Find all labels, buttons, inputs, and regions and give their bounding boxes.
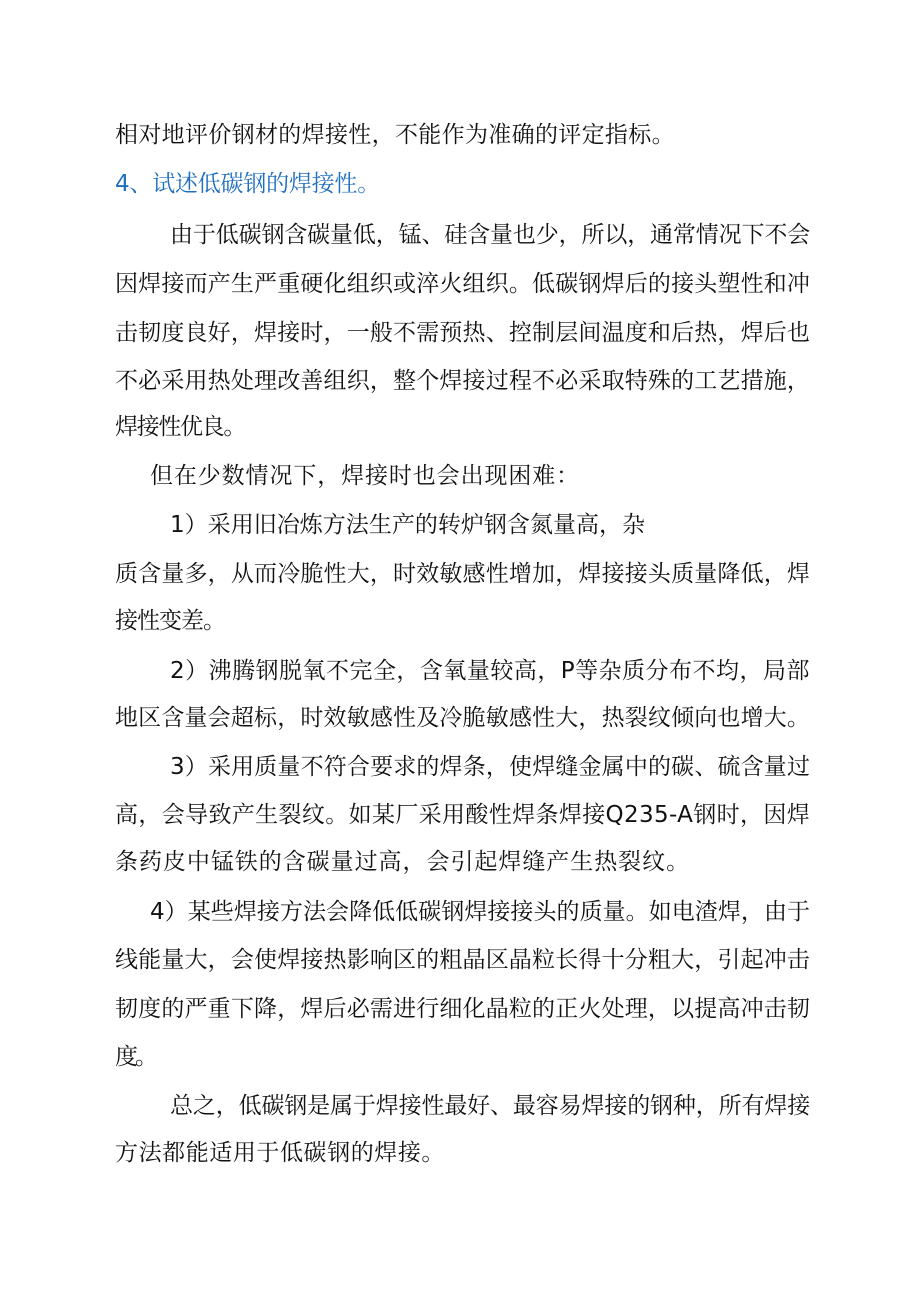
list-item-line: 3）采用质量不符合要求的焊条，使焊缝金属中的碳、硫含量过 [170, 754, 811, 780]
paragraph-line: 但在少数情况下，焊接时也会出现困难： [150, 463, 581, 489]
list-item-line: 度。 [115, 1044, 155, 1070]
list-item-line: 4）某些焊接方法会降低低碳钢焊接接头的质量。如电渣焊，由于 [150, 899, 811, 925]
list-item-line: 接性变差。 [115, 608, 225, 634]
paragraph-line: 由于低碳钢含碳量低，锰、硅含量也少，所以，通常情况下不会 [170, 222, 811, 248]
paragraph-line: 击韧度良好，焊接时，一般不需预热、控制层间温度和后热，焊后也 [115, 320, 811, 346]
list-item-line: 条药皮中锰铁的含碳量过高，会引起焊缝产生热裂纹。 [115, 849, 691, 875]
paragraph-line: 因焊接而产生严重硬化组织或淬火组织。低碳钢焊后的接头塑性和冲 [115, 271, 811, 297]
list-item-line: 1）采用旧冶炼方法生产的转炉钢含氮量高，杂 [170, 512, 646, 538]
conclusion-line: 方法都能适用于低碳钢的焊接。 [115, 1140, 445, 1166]
paragraph-line: 焊接性优良。 [115, 414, 246, 440]
section-heading: 4、试述低碳钢的焊接性。 [115, 171, 380, 197]
conclusion-line: 总之，低碳钢是属于焊接性最好、最容易焊接的钢种，所有焊接 [170, 1093, 811, 1119]
list-item-line: 2）沸腾钢脱氧不完全，含氧量较高，P等杂质分布不均，局部 [170, 658, 810, 684]
list-item-line: 地区含量会超标，时效敏感性及冷脆敏感性大，热裂纹倾向也增大。 [115, 705, 811, 731]
list-item-line: 线能量大，会使焊接热影响区的粗晶区晶粒长得十分粗大，引起冲击 [115, 947, 811, 973]
list-item-line: 韧度的严重下降，焊后必需进行细化晶粒的正火处理，以提高冲击韧 [115, 996, 811, 1022]
text-line: 相对地评价钢材的焊接性，不能作为准确的评定指标。 [115, 122, 675, 148]
paragraph-line: 不必采用热处理改善组织，整个焊接过程不必采取特殊的工艺措施， [115, 368, 811, 394]
list-item-line: 高，会导致产生裂纹。如某厂采用酸性焊条焊接Q235-A钢时，因焊 [115, 802, 811, 828]
list-item-line: 质含量多，从而冷脆性大，时效敏感性增加，焊接接头质量降低，焊 [115, 561, 811, 587]
